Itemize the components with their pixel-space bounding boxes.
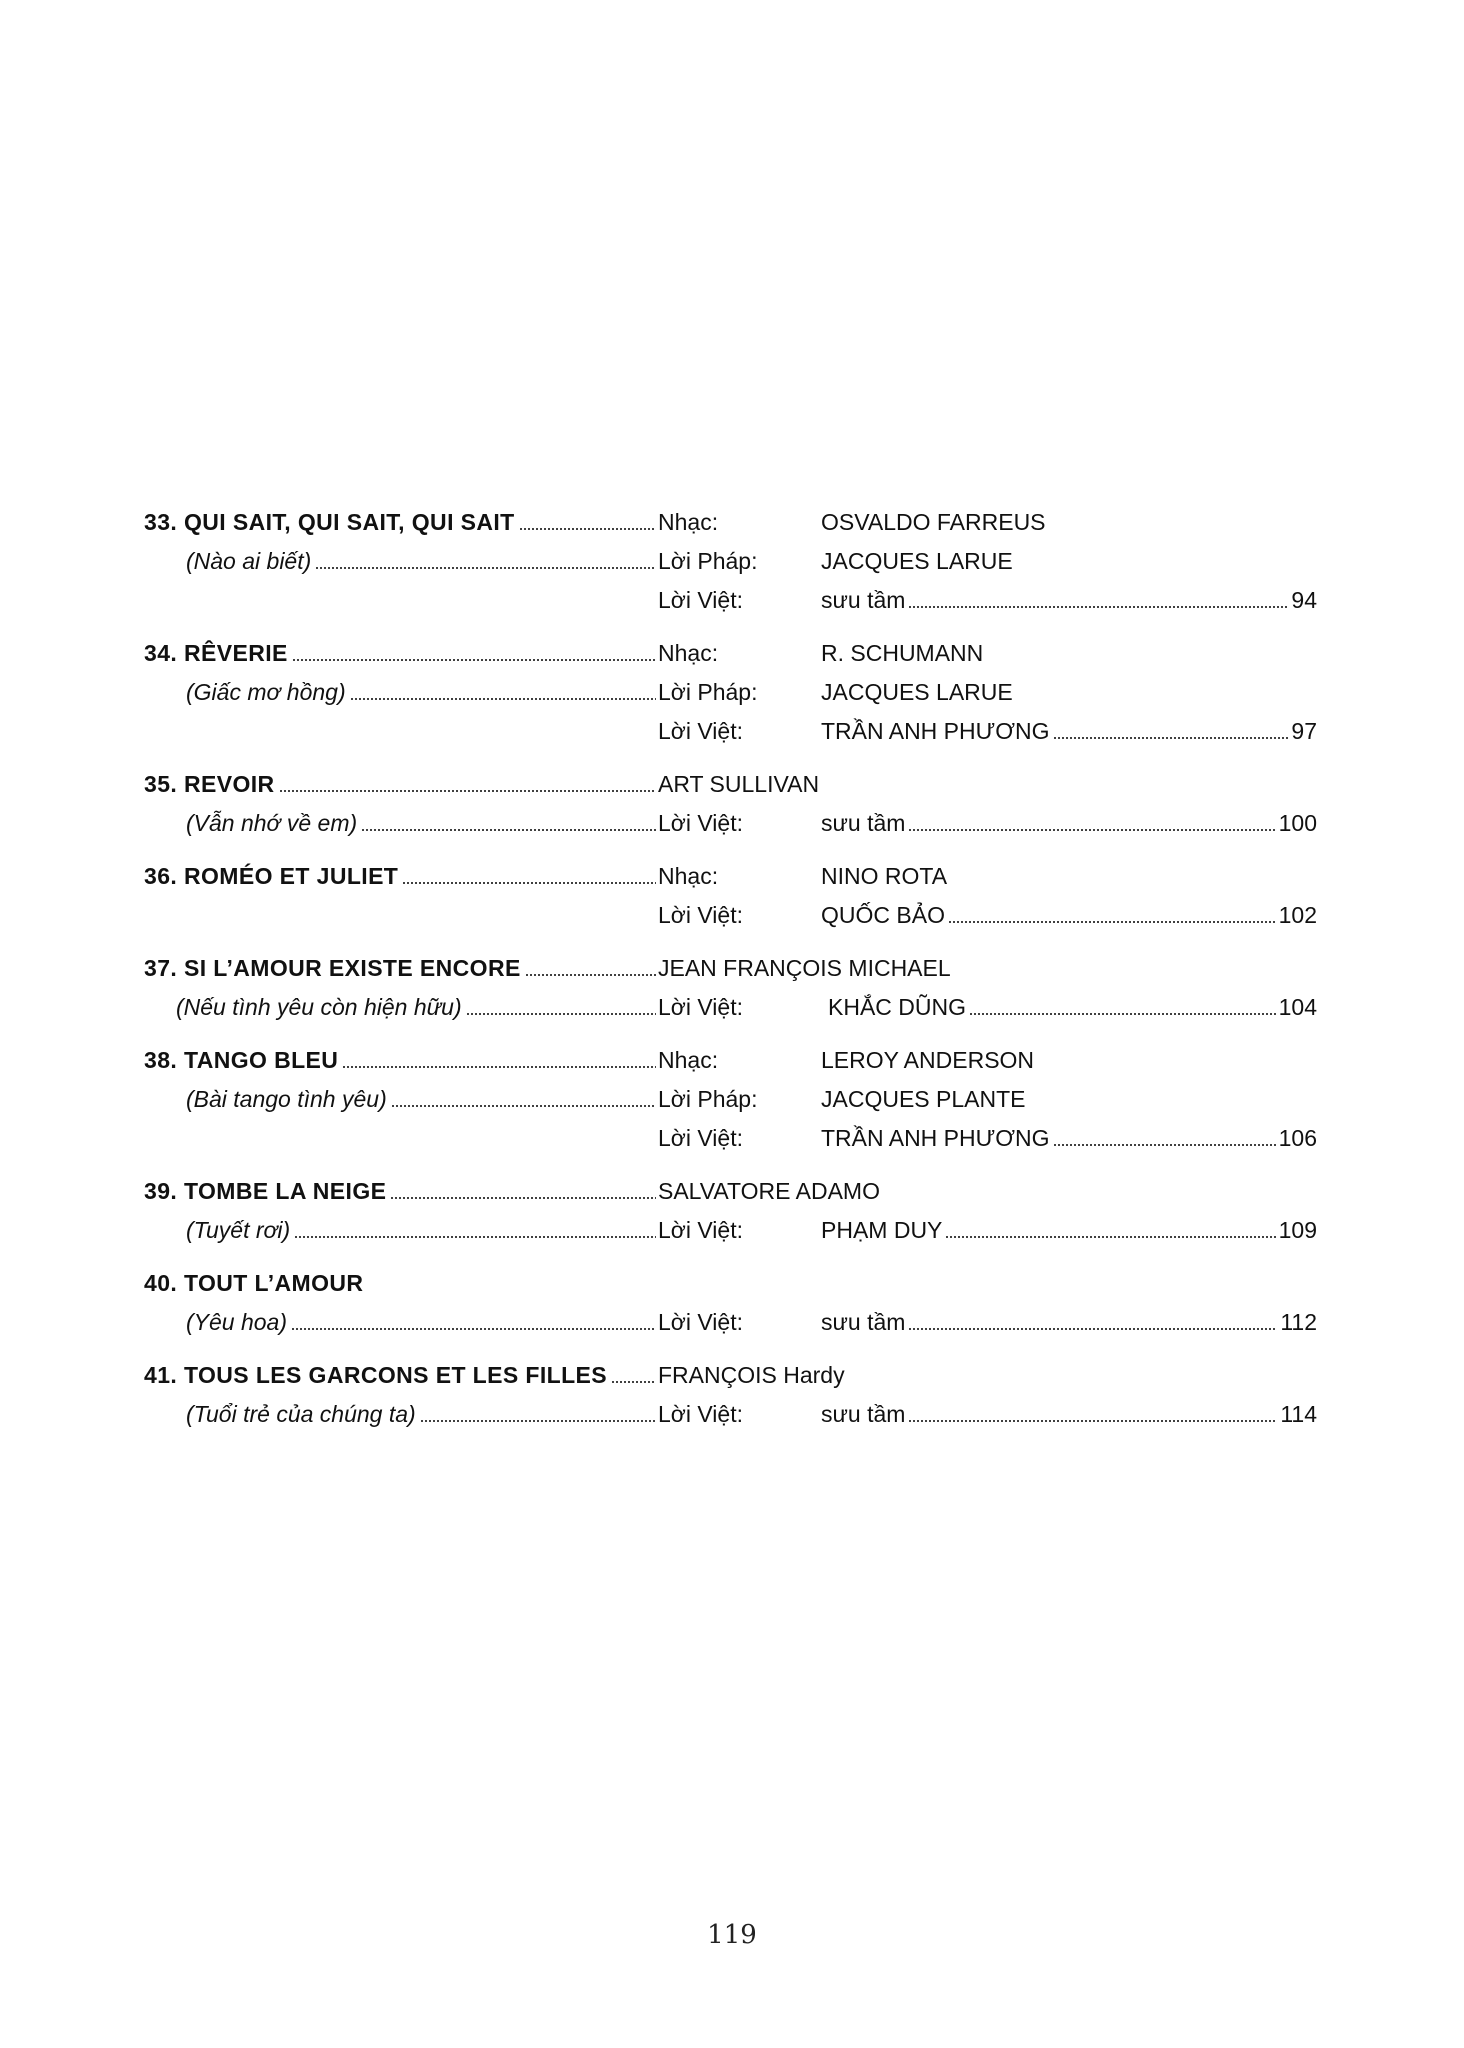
entry-title: 37. SI L’AMOUR EXISTE ENCORE: [144, 951, 525, 985]
dot-leader: [1053, 1142, 1276, 1148]
credit: [658, 1358, 1317, 1392]
credit-name: sưu tầm: [821, 1305, 908, 1339]
dot-leader: [315, 565, 656, 571]
toc-line: [0, 1082, 1464, 1116]
entry-title-leader: [144, 767, 656, 801]
entry-subtitle: (Vẫn nhớ về em): [186, 806, 361, 840]
credit: [821, 1397, 1317, 1431]
entry-title-leader: [144, 1043, 656, 1077]
entry-title-leader: [144, 1358, 656, 1392]
dot-leader: [945, 1234, 1275, 1240]
credit-name: sưu tầm: [821, 583, 908, 617]
dot-leader: [390, 1195, 656, 1201]
toc-line: [0, 1358, 1464, 1392]
toc-line: [0, 714, 1464, 748]
page-reference: 94: [1288, 583, 1317, 617]
entry-subtitle: (Giấc mơ hồng): [186, 675, 350, 709]
toc-line: [0, 1397, 1464, 1431]
credit-label: Nhạc:: [658, 640, 719, 666]
page-reference: 109: [1276, 1213, 1317, 1247]
credit-name: JACQUES PLANTE: [821, 1082, 1029, 1116]
credit-label: Nhạc:: [658, 509, 719, 535]
entry-subtitle-leader: [186, 1305, 656, 1339]
toc-line: [0, 951, 1464, 985]
credit: [821, 1121, 1317, 1155]
toc-line: [0, 636, 1464, 670]
credit-label: Lời Việt:: [658, 1217, 743, 1243]
credit-name: LEROY ANDERSON: [821, 1043, 1037, 1077]
credit-label: Lời Việt:: [658, 1309, 743, 1335]
credit-label: Lời Pháp:: [658, 548, 758, 574]
dot-leader: [361, 827, 656, 833]
credit-label: Lời Việt:: [658, 587, 743, 613]
toc-line: [0, 583, 1464, 617]
credit-name: NINO ROTA: [821, 859, 950, 893]
credit: [821, 583, 1317, 617]
entry-subtitle-leader: [186, 1082, 656, 1116]
credit-name: FRANÇOIS Hardy: [658, 1358, 848, 1392]
credit-label: Lời Việt:: [658, 810, 743, 836]
dot-leader: [908, 1326, 1277, 1332]
entry-title-leader: [144, 1174, 656, 1208]
credit: [821, 505, 1317, 539]
entry-title: 36. ROMÉO ET JULIET: [144, 859, 402, 893]
credit-name: ART SULLIVAN: [658, 767, 822, 801]
toc-line: [0, 544, 1464, 578]
credit: [821, 544, 1317, 578]
page-reference: 104: [1276, 990, 1317, 1024]
credit-name: sưu tầm: [821, 806, 908, 840]
page-reference: 106: [1276, 1121, 1317, 1155]
credit-name: TRẦN ANH PHƯƠNG: [821, 1121, 1053, 1155]
entry-title-leader: [144, 505, 656, 539]
dot-leader: [402, 880, 656, 886]
credit-label: Lời Việt:: [658, 902, 743, 928]
page-reference: 102: [1276, 898, 1317, 932]
entry-title: 38. TANGO BLEU: [144, 1043, 342, 1077]
toc-line: [0, 505, 1464, 539]
entry-title: 39. TOMBE LA NEIGE: [144, 1174, 390, 1208]
dot-leader: [420, 1418, 656, 1424]
dot-leader: [611, 1379, 656, 1385]
entry-title: 35. REVOIR: [144, 767, 279, 801]
toc-line: [0, 767, 1464, 801]
toc-line: [0, 1213, 1464, 1247]
credit-name: R. SCHUMANN: [821, 636, 986, 670]
credit: [821, 1043, 1317, 1077]
credit-label: Lời Việt:: [658, 718, 743, 744]
entry-subtitle: (Tuổi trẻ của chúng ta): [186, 1397, 420, 1431]
credit-label: Lời Pháp:: [658, 1086, 758, 1112]
dot-leader: [519, 526, 656, 532]
entry-title-leader: [144, 859, 656, 893]
credit-name: TRẦN ANH PHƯƠNG: [821, 714, 1053, 748]
dot-leader: [466, 1011, 656, 1017]
dot-leader: [948, 919, 1276, 925]
dot-leader: [969, 1011, 1276, 1017]
credit: [658, 767, 1317, 801]
credit: [821, 714, 1317, 748]
page-reference: 112: [1277, 1305, 1317, 1339]
toc-line: [0, 1266, 1464, 1300]
entry-subtitle-leader: [186, 1397, 656, 1431]
dot-leader: [291, 1326, 656, 1332]
entry-title: 34. RÊVERIE: [144, 636, 292, 670]
credit-name: JEAN FRANÇOIS MICHAEL: [658, 951, 954, 985]
toc-line: [0, 806, 1464, 840]
credit: [821, 1213, 1317, 1247]
credit: [821, 859, 1317, 893]
dot-leader: [1053, 735, 1289, 741]
entry-title-leader: [144, 951, 656, 985]
toc-line: [0, 1305, 1464, 1339]
credit-name: QUỐC BẢO: [821, 898, 948, 932]
dot-leader: [908, 827, 1275, 833]
page-reference: 97: [1288, 714, 1317, 748]
credit: [821, 636, 1317, 670]
credit-name: KHẮC DŨNG: [828, 990, 969, 1024]
credit-name: JACQUES LARUE: [821, 675, 1016, 709]
dot-leader: [908, 604, 1288, 610]
entry-title: 40. TOUT L’AMOUR: [144, 1266, 367, 1300]
toc-line: [0, 1174, 1464, 1208]
credit-label: Lời Pháp:: [658, 679, 758, 705]
entry-title-leader: [144, 636, 656, 670]
credit-name: SALVATORE ADAMO: [658, 1174, 883, 1208]
credit-label: Nhạc:: [658, 1047, 719, 1073]
dot-leader: [908, 1418, 1277, 1424]
toc-line: [0, 859, 1464, 893]
entry-subtitle: (Nào ai biết): [186, 544, 315, 578]
credit: [821, 675, 1317, 709]
credit-label: Lời Việt:: [658, 1401, 743, 1427]
entry-subtitle: (Yêu hoa): [186, 1305, 291, 1339]
toc-line: [0, 1121, 1464, 1155]
entry-subtitle-leader: [176, 990, 656, 1024]
credit: [658, 951, 1317, 985]
credit-label: Lời Việt:: [658, 994, 743, 1020]
credit: [658, 1174, 1317, 1208]
credit: [828, 990, 1317, 1024]
entry-subtitle-leader: [186, 806, 656, 840]
toc-line: [0, 990, 1464, 1024]
entry-subtitle: (Tuyết rơi): [186, 1213, 294, 1247]
entry-title: 41. TOUS LES GARCONS ET LES FILLES: [144, 1358, 611, 1392]
entry-subtitle-leader: [186, 544, 656, 578]
entry-subtitle-leader: [186, 1213, 656, 1247]
credit: [821, 1082, 1317, 1116]
dot-leader: [279, 788, 656, 794]
dot-leader: [292, 657, 656, 663]
credit-name: PHẠM DUY: [821, 1213, 945, 1247]
credit-name: JACQUES LARUE: [821, 544, 1016, 578]
credit-label: Lời Việt:: [658, 1125, 743, 1151]
dot-leader: [525, 972, 656, 978]
dot-leader: [350, 696, 656, 702]
toc-line: [0, 1043, 1464, 1077]
credit: [821, 806, 1317, 840]
entry-title-leader: [144, 1266, 656, 1300]
entry-title: 33. QUI SAIT, QUI SAIT, QUI SAIT: [144, 505, 519, 539]
credit: [821, 1305, 1317, 1339]
entry-subtitle: (Bài tango tình yêu): [186, 1082, 391, 1116]
dot-leader: [342, 1064, 656, 1070]
page-reference: 114: [1277, 1397, 1317, 1431]
entry-subtitle: (Nếu tình yêu còn hiện hữu): [176, 990, 466, 1024]
toc-line: [0, 898, 1464, 932]
credit-name: sưu tầm: [821, 1397, 908, 1431]
dot-leader: [391, 1103, 656, 1109]
toc-line: [0, 675, 1464, 709]
page-number: 119: [707, 1920, 757, 1950]
page-reference: 100: [1276, 806, 1317, 840]
credit-name: OSVALDO FARREUS: [821, 505, 1049, 539]
entry-subtitle-leader: [186, 675, 656, 709]
dot-leader: [294, 1234, 656, 1240]
credit-label: Nhạc:: [658, 863, 719, 889]
credit: [821, 898, 1317, 932]
